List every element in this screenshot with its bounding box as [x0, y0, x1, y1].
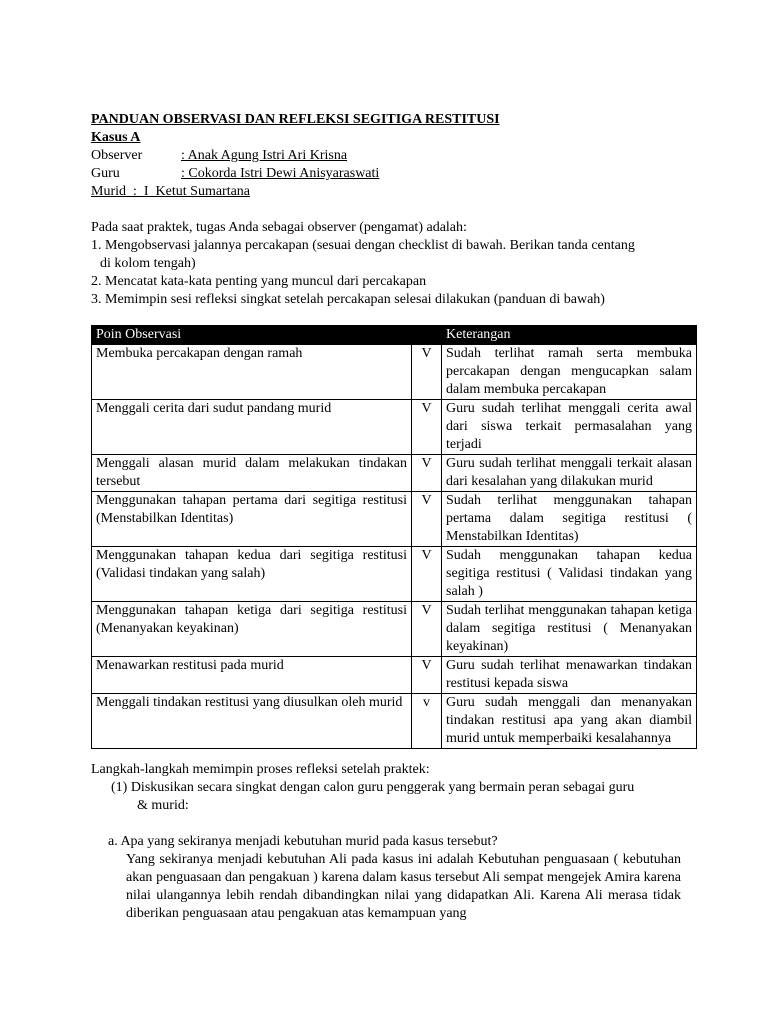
- observer-row: [91, 147, 691, 165]
- row-check: V: [412, 492, 442, 547]
- row-note: Sudah terlihat menggunakan tahapan pertama dalam segitiga restitusi ( Menstabilkan Identitas): [442, 492, 697, 547]
- row-note: Guru sudah terlihat menawarkan tindakan restitusi kepada siswa: [442, 657, 697, 694]
- table-row: [92, 602, 697, 657]
- row-check: V: [412, 602, 442, 657]
- table-row: [92, 345, 697, 400]
- row-point: Menawarkan restitusi pada murid: [92, 657, 412, 694]
- row-note: Guru sudah terlihat menggali cerita awal dari siswa terkait permasalahan yang terjadi: [442, 400, 697, 455]
- question-a: a. Apa yang sekiranya menjadi kebutuhan murid pada kasus tersebut?: [108, 834, 498, 849]
- document-header: [91, 111, 691, 201]
- row-note: Guru sudah menggali dan menanyakan tindakan restitusi apa yang akan diambil murid untuk memperbaiki kesalahannya: [442, 694, 697, 749]
- murid-row: [91, 183, 691, 201]
- table-row: [92, 455, 697, 492]
- reflection-steps: [91, 761, 691, 815]
- step-1-cont: & murid:: [137, 798, 189, 813]
- step-1: (1) Diskusikan secara singkat dengan calon guru penggerak yang bermain peran sebagai guru: [111, 780, 635, 795]
- row-check: V: [412, 400, 442, 455]
- intro-item-3: 3. Memimpin sesi refleksi singkat setelah percakapan selesai dilakukan (panduan di bawah): [91, 292, 605, 307]
- observation-table: [91, 325, 697, 749]
- steps-heading: Langkah-langkah memimpin proses refleksi setelah praktek:: [91, 762, 430, 777]
- table-row: [92, 657, 697, 694]
- murid-line: Murid : I Ketut Sumartana: [91, 184, 251, 199]
- row-check: V: [412, 345, 442, 400]
- answer-a: Yang sekiranya menjadi kebutuhan Ali pada kasus ini adalah Kebutuhan penguasaan ( kebutuhan akan penguasaan dan pengakuan ) karena dalam kasus tersebut Ali sempat mengejek Amira karena nilai ulangannya lebih rendah dibandingkan nilai yang didapatkan Ali. Karena Ali merasa tidak diberikan penguasaan atau pengakuan atas kemampuan yang: [126, 852, 681, 921]
- intro-lead: Pada saat praktek, tugas Anda sebagai observer (pengamat) adalah:: [91, 220, 467, 235]
- document-title: PANDUAN OBSERVASI DAN REFLEKSI SEGITIGA RESTITUSI: [91, 112, 500, 127]
- table-row: [92, 492, 697, 547]
- case-label: Kasus A: [91, 130, 141, 145]
- row-point: Menggunakan tahapan pertama dari segitiga restitusi (Menstabilkan Identitas): [92, 492, 412, 547]
- question-answer: [91, 833, 681, 923]
- row-note: Sudah terlihat menggunakan tahapan ketiga dalam segitiga restitusi ( Menanyakan keyakinan): [442, 602, 697, 657]
- table-row: [92, 694, 697, 749]
- guru-label: Guru: [91, 166, 120, 181]
- header-keterangan: Keterangan: [442, 326, 697, 345]
- row-note: Guru sudah terlihat menggali terkait alasan dari kesalahan yang dilakukan murid: [442, 455, 697, 492]
- row-point: Menggali alasan murid dalam melakukan tindakan tersebut: [92, 455, 412, 492]
- table-header-row: [92, 326, 697, 345]
- header-check: [412, 326, 442, 345]
- row-note: Sudah menggunakan tahapan kedua segitiga restitusi ( Validasi tindakan yang salah ): [442, 547, 697, 602]
- observer-label: Observer: [91, 148, 143, 163]
- guru-value: : Cokorda Istri Dewi Anisyaraswati: [181, 166, 380, 181]
- row-point: Menggunakan tahapan kedua dari segitiga restitusi (Validasi tindakan yang salah): [92, 547, 412, 602]
- header-poin-observasi: Poin Observasi: [92, 326, 412, 345]
- row-check: V: [412, 547, 442, 602]
- intro-section: [91, 219, 691, 309]
- guru-row: [91, 165, 691, 183]
- row-point: Menggali tindakan restitusi yang diusulkan oleh murid: [92, 694, 412, 749]
- intro-item-1-cont: di kolom tengah): [100, 256, 196, 271]
- row-point: Menggali cerita dari sudut pandang murid: [92, 400, 412, 455]
- table-row: [92, 400, 697, 455]
- table-row: [92, 547, 697, 602]
- row-check: V: [412, 657, 442, 694]
- row-check: V: [412, 455, 442, 492]
- row-point: Menggunakan tahapan ketiga dari segitiga restitusi (Menanyakan keyakinan): [92, 602, 412, 657]
- intro-item-1: 1. Mengobservasi jalannya percakapan (sesuai dengan checklist di bawah. Berikan tanda centang: [91, 238, 635, 253]
- row-check: v: [412, 694, 442, 749]
- row-note: Sudah terlihat ramah serta membuka percakapan dengan mengucapkan salam dalam membuka percakapan: [442, 345, 697, 400]
- intro-item-2: 2. Mencatat kata-kata penting yang muncul dari percakapan: [91, 274, 427, 289]
- row-point: Membuka percakapan dengan ramah: [92, 345, 412, 400]
- observer-value: : Anak Agung Istri Ari Krisna: [181, 148, 348, 163]
